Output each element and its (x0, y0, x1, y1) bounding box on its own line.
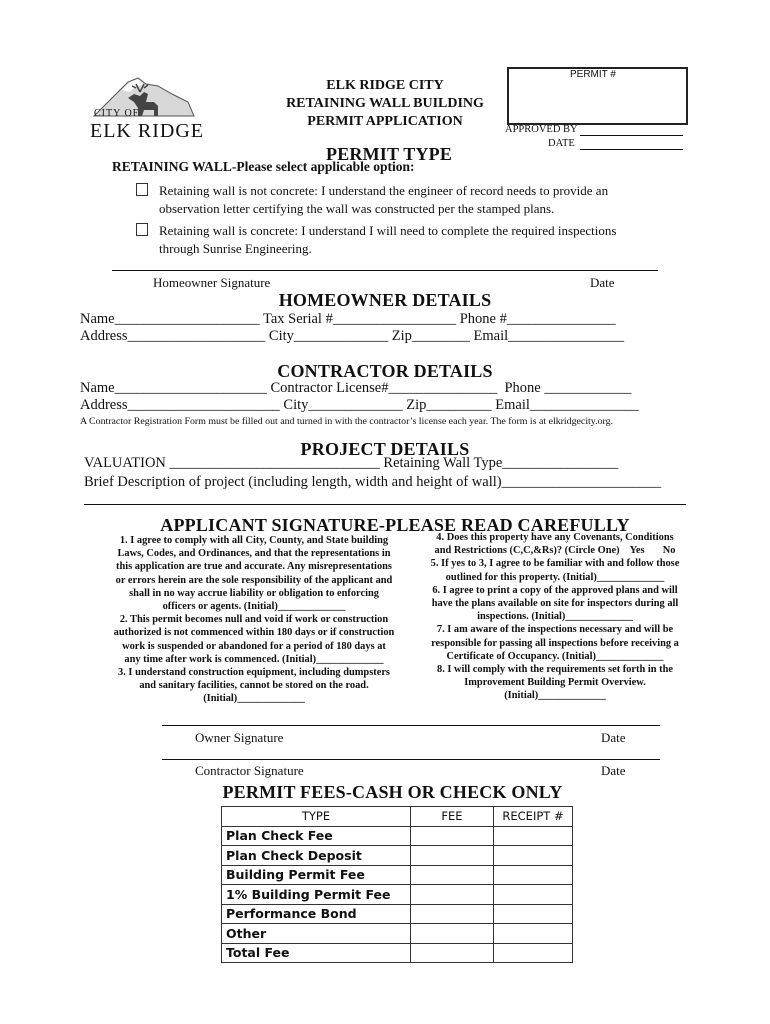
applicant-left-terms: 1. I agree to comply with all City, County, and State building Laws, Codes, and Ordinances, and that the representations in this application are true and accurate. Any misrepresentations or errors herein are the sole responsibility of the applicant and shall in no way accrue liability or obligation to enforcing officers or agents. (Initial)_____________ 2. This permit becomes null and void if work or construction authorized is not commenced within 180 days or if construction work is suspended or abandoned for a period of 180 days at any time after work is commenced. (Initial)_____________ 3. I understand construction equipment, including dumpsters and sanitary facilities, cannot be stored on the road. (Initial)_____________ (113, 535, 395, 705)
fee-amount-cell[interactable] (411, 846, 494, 866)
fee-type-cell: Plan Check Fee (222, 826, 411, 846)
permit-fees-title: PERMIT FEES-CASH OR CHECK ONLY (222, 782, 563, 802)
fees-header-type: TYPE (222, 807, 411, 827)
table-row (222, 865, 573, 885)
approved-by-line[interactable] (580, 135, 683, 136)
fee-receipt-cell[interactable] (494, 943, 573, 963)
project-row-2[interactable]: Brief Description of project (including length, width and height of wall)______________________ (84, 474, 662, 490)
fee-receipt-cell[interactable] (494, 885, 573, 905)
applicant-signature-title: APPLICANT SIGNATURE-PLEASE READ CAREFULLY (160, 515, 630, 535)
fee-amount-cell[interactable] (411, 924, 494, 944)
contractor-signature-date-label: Date (601, 763, 626, 778)
fee-amount-cell[interactable] (411, 826, 494, 846)
homeowner-signature-line[interactable] (112, 270, 658, 271)
homeowner-row-1[interactable]: Name____________________ Tax Serial #_________________ Phone #_______________ (80, 311, 616, 327)
table-row (222, 943, 573, 963)
project-row-1[interactable]: VALUATION _____________________________ Retaining Wall Type________________ (84, 455, 619, 471)
logo-city-of: CITY OF (94, 108, 140, 119)
table-row (222, 826, 573, 846)
header-line-1: ELK RIDGE CITY (326, 78, 444, 93)
fee-receipt-cell[interactable] (494, 924, 573, 944)
owner-signature-line[interactable] (162, 725, 660, 726)
permit-fees-table (221, 806, 573, 963)
homeowner-details-title: HOMEOWNER DETAILS (278, 290, 492, 310)
fee-amount-cell[interactable] (411, 943, 494, 963)
date-label: DATE (548, 138, 575, 149)
fee-type-cell: Plan Check Deposit (222, 846, 411, 866)
contractor-signature-label: Contractor Signature (195, 763, 304, 778)
option1-text: Retaining wall is not concrete: I understand the engineer of record needs to provide an observation letter certifying the wall was constructed per the stamped plans. (159, 183, 609, 216)
fees-header-receipt: RECEIPT # (494, 807, 573, 827)
permit-type-title: PERMIT TYPE (326, 144, 453, 164)
fee-type-cell: Performance Bond (222, 904, 411, 924)
permit-type-subtitle: RETAINING WALL-Please select applicable option: (112, 159, 415, 174)
fee-amount-cell[interactable] (411, 885, 494, 905)
table-row (222, 904, 573, 924)
option2-checkbox[interactable] (136, 223, 148, 236)
fee-amount-cell[interactable] (411, 904, 494, 924)
permit-number-label: PERMIT # (570, 69, 616, 80)
approved-by-label: APPROVED BY (505, 124, 578, 135)
logo-name: ELK RIDGE (90, 120, 204, 142)
header-line-3: PERMIT APPLICATION (307, 114, 463, 129)
contractor-registration-note: A Contractor Registration Form must be filled out and turned in with the contractor’s license each year. The form is at elkridgecity.org. (80, 416, 614, 427)
table-row (222, 885, 573, 905)
contractor-signature-line[interactable] (162, 759, 660, 760)
option1-checkbox[interactable] (136, 183, 148, 196)
fee-type-cell: Building Permit Fee (222, 865, 411, 885)
owner-signature-label: Owner Signature (195, 730, 284, 745)
fees-header-row (222, 807, 573, 827)
contractor-details-title: CONTRACTOR DETAILS (277, 361, 493, 381)
homeowner-signature-label: Homeowner Signature (153, 275, 271, 290)
contractor-row-1[interactable]: Name_____________________ Contractor License#_______________ Phone ____________ (80, 380, 632, 396)
project-description-line[interactable] (84, 504, 686, 505)
header-line-2: RETAINING WALL BUILDING (286, 96, 484, 111)
header-title (260, 77, 510, 131)
fee-receipt-cell[interactable] (494, 904, 573, 924)
fee-type-cell: 1% Building Permit Fee (222, 885, 411, 905)
owner-signature-date-label: Date (601, 730, 626, 745)
project-details-title: PROJECT DETAILS (300, 439, 470, 459)
table-row (222, 924, 573, 944)
option2-text: Retaining wall is concrete: I understand I will need to complete the required inspections through Sunrise Engineering. (159, 223, 617, 256)
fee-receipt-cell[interactable] (494, 826, 573, 846)
table-row (222, 846, 573, 866)
applicant-right-terms: 4. Does this property have any Covenants, Conditions and Restrictions (C,C,&Rs)? (Circle One) Yes No 5. If yes to 3, I agree to be familiar with and follow those outlined for this property. (Initial)_____________ 6. I agree to print a copy of the approved plans and will have the plans available on site for inspectors during all inspections. (Initial)_____________ 7. I am aware of the inspections necessary and will be responsible for passing all inspections before receiving a Certificate of Occupancy. (Initial)_____________ 8. I will comply with the requirements set forth in the Improvement Building Permit Overview. (Initial)_____________ (430, 532, 680, 702)
fee-amount-cell[interactable] (411, 865, 494, 885)
fees-header-fee: FEE (411, 807, 494, 827)
homeowner-row-2[interactable]: Address___________________ City_____________ Zip________ Email________________ (80, 328, 625, 344)
date-line[interactable] (580, 149, 683, 150)
homeowner-signature-date-label: Date (590, 275, 615, 290)
fee-type-cell: Other (222, 924, 411, 944)
fee-type-cell: Total Fee (222, 943, 411, 963)
fee-receipt-cell[interactable] (494, 865, 573, 885)
fee-receipt-cell[interactable] (494, 846, 573, 866)
contractor-row-2[interactable]: Address_____________________ City_____________ Zip_________ Email_______________ (80, 397, 639, 413)
